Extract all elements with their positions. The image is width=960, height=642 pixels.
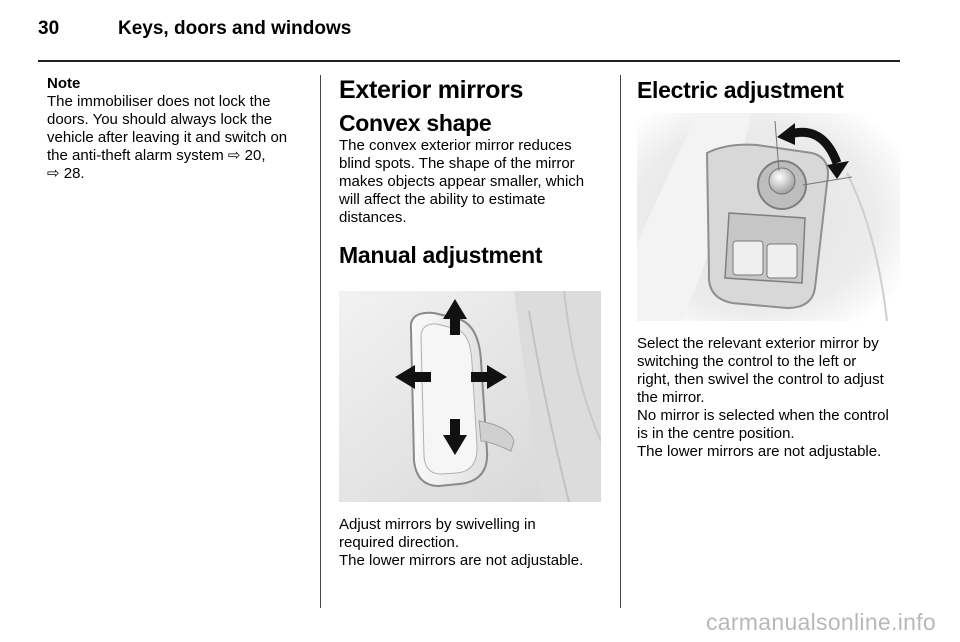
select-line: Select the relevant exterior mirror by (637, 335, 879, 352)
column-note (47, 75, 315, 183)
select-line: switching the control to the left or (637, 353, 857, 370)
select-line: right, then swivel the control to adjust (637, 371, 884, 388)
section-title: Exterior mirrors (339, 76, 524, 104)
electric-text (637, 335, 905, 461)
convex-line: The convex exterior mirror reduces (339, 137, 572, 154)
lower-mirror-note: The lower mirrors are not adjustable. (637, 443, 882, 460)
column-divider-2 (620, 75, 621, 608)
manual-mirror-illustration (339, 291, 601, 502)
electric-control-illustration (637, 113, 900, 321)
select-line: the mirror. (637, 389, 705, 406)
note-line: The immobiliser does not lock the (47, 93, 271, 110)
note-title: Note (47, 75, 81, 92)
electric-heading: Electric adjustment (637, 77, 844, 103)
caption-line: Adjust mirrors by swivelling in (339, 516, 536, 533)
manual-caption (339, 516, 611, 570)
convex-heading: Convex shape (339, 110, 492, 136)
page-number: 30 (38, 18, 60, 39)
column-electric-adjustment (637, 75, 905, 104)
chapter-title: Keys, doors and windows (118, 18, 352, 39)
no-mirror-line: is in the centre position. (637, 425, 795, 442)
note-line: vehicle after leaving it and switch on (47, 129, 288, 146)
watermark: carmanualsonline.info (705, 609, 936, 635)
convex-line: will affect the ability to estimate (339, 191, 546, 208)
mirror-adjust-diagram (339, 291, 601, 502)
column-exterior-mirrors (339, 75, 611, 269)
caption-line: required direction. (339, 534, 460, 551)
no-mirror-line: No mirror is selected when the control (637, 407, 889, 424)
note-line: doors. You should always lock the (47, 111, 273, 128)
manual-heading: Manual adjustment (339, 242, 543, 268)
column-divider-1 (320, 75, 321, 608)
convex-line: makes objects appear smaller, which (339, 173, 585, 190)
control-switch-diagram (637, 113, 900, 321)
note-line: ⇨ 28. (47, 165, 85, 182)
convex-line: blind spots. The shape of the mirror (339, 155, 575, 172)
header-divider (38, 60, 900, 62)
convex-line: distances. (339, 209, 407, 226)
note-line: the anti-theft alarm system ⇨ 20, (47, 147, 266, 164)
lower-mirror-note: The lower mirrors are not adjustable. (339, 552, 584, 569)
page-header (38, 18, 900, 58)
